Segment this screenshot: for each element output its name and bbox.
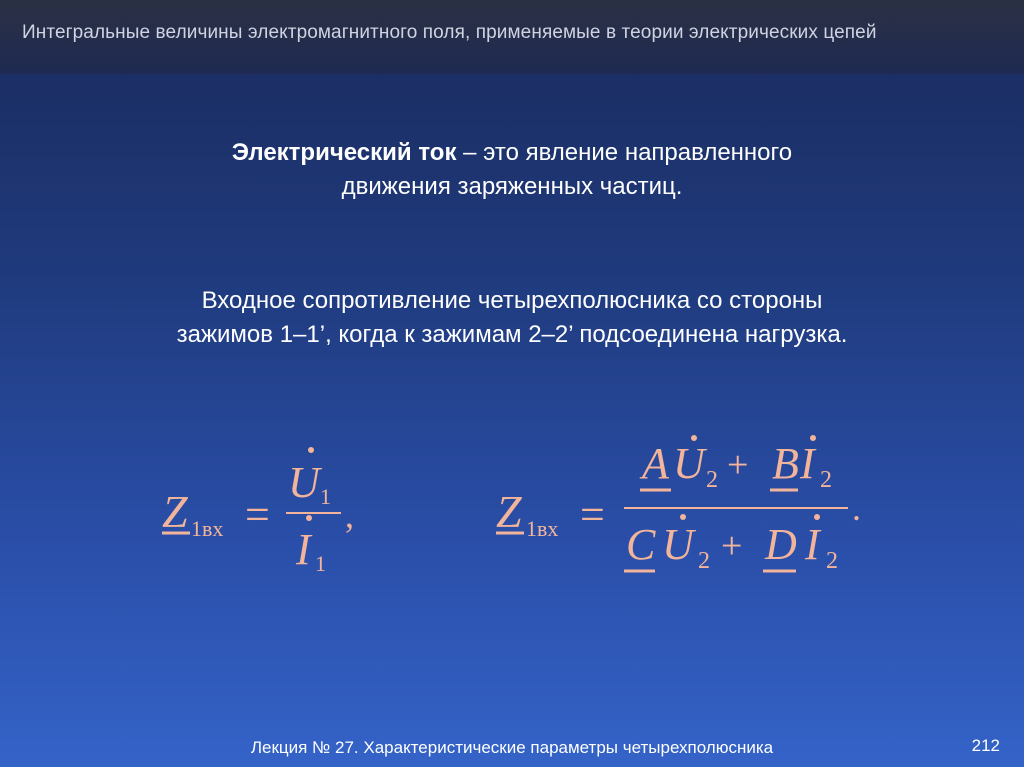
- f1-z: Z: [162, 486, 188, 537]
- page-number: 212: [971, 736, 1000, 755]
- f2-num-u-sub: 2: [706, 467, 718, 493]
- description-line-2: зажимов 1–1’, когда к зажимам 2–2’ подсоединена нагрузка.: [176, 321, 848, 348]
- f2-num-i: I: [800, 439, 815, 488]
- formula-2: [496, 435, 861, 574]
- f2-z: Z: [496, 486, 522, 537]
- f1-num-var: U: [288, 458, 320, 507]
- f2-den-u-sub: 2: [698, 548, 710, 574]
- definition-text-1: это явление направленного: [483, 139, 793, 166]
- f1-equals: =: [245, 490, 270, 539]
- definition-term: Электрический ток: [231, 139, 457, 166]
- f2-period: .: [852, 488, 861, 528]
- f1-num-dot: [308, 447, 314, 453]
- f2-den-i-sub: 2: [826, 548, 838, 574]
- definition-dash: –: [456, 139, 484, 166]
- f1-subscript: 1вх: [191, 516, 224, 541]
- f2-subscript: 1вх: [526, 516, 559, 541]
- f2-equals: =: [580, 490, 605, 539]
- formula-1: [162, 447, 354, 576]
- f2-num-plus: +: [727, 444, 749, 486]
- f2-num-b: B: [772, 439, 799, 488]
- f1-den-sub: 1: [315, 551, 326, 576]
- description-line-1: Входное сопротивление четырехполюсника со стороны: [201, 287, 823, 314]
- footer-lecture-title: Лекция № 27. Характеристические параметры четырехполюсника: [250, 738, 774, 757]
- f1-den-var: I: [296, 525, 311, 574]
- f2-den-i: I: [805, 520, 820, 569]
- f2-num-a: A: [642, 439, 669, 488]
- definition-line-2: движения заряженных частиц.: [341, 173, 683, 200]
- f1-comma: ,: [345, 495, 354, 535]
- f1-den-dot: [306, 515, 312, 521]
- f2-den-u: U: [662, 520, 694, 569]
- f2-num-i-sub: 2: [820, 467, 832, 493]
- header-title: Интегральные величины электромагнитного поля, применяемые в теории электрических цепей: [22, 22, 877, 43]
- f2-den-d: D: [765, 520, 797, 569]
- f2-num-u: U: [673, 439, 705, 488]
- f1-num-sub: 1: [320, 484, 331, 509]
- f2-den-c: C: [626, 520, 656, 569]
- f2-den-plus: +: [721, 525, 743, 567]
